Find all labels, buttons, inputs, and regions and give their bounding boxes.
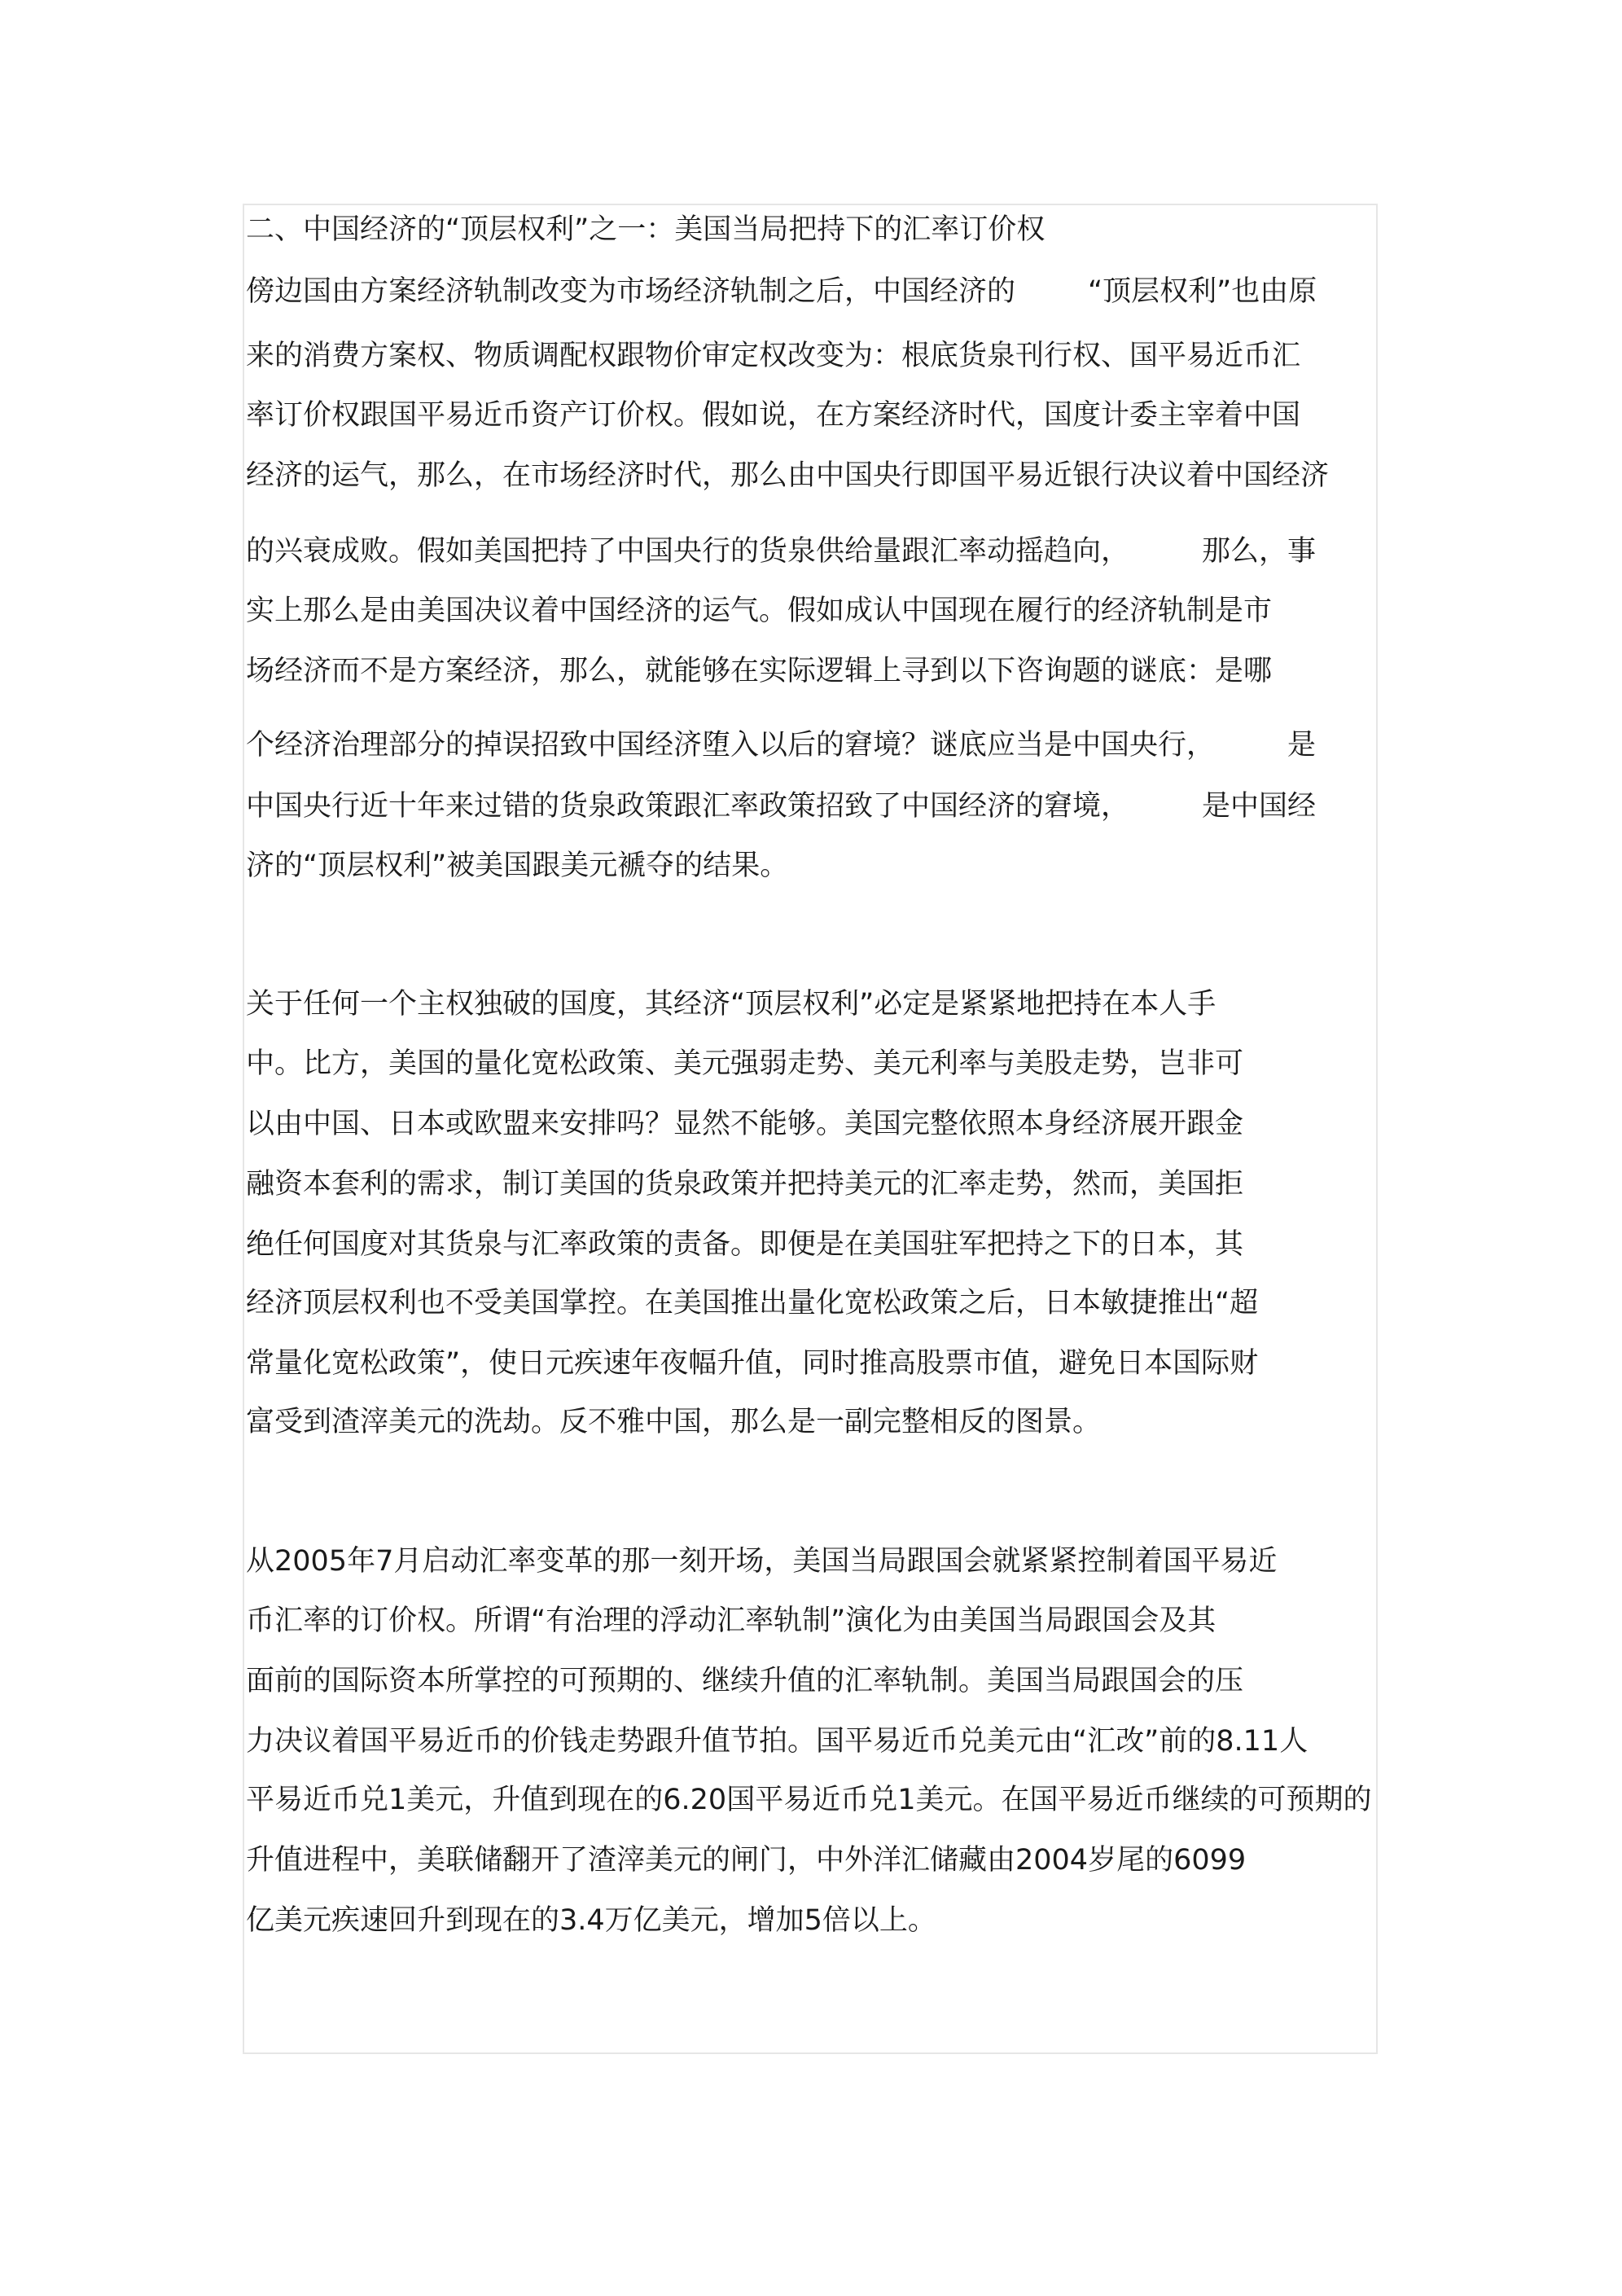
paragraph-1-line-4: 经济的运气，那么，在市场经济时代，那么由中国央行即国平易近银行决议着中国经济	[246, 459, 1330, 492]
paragraph-3-line-1: 从2005年7月启动汇率变革的那一刻开场，美国当局跟国会就紧紧控制着国平易近	[246, 1545, 1278, 1578]
paragraph-3-line-5: 平易近币兑1美元，升值到现在的6.20国平易近币兑1美元。在国平易近币继续的可预期的	[246, 1784, 1372, 1816]
paragraph-1-line-7: 场经济而不是方案经济，那么，就能够在实际逻辑上寻到以下咨询题的谜底：是哪	[246, 655, 1273, 687]
section-heading: 二、中国经济的“顶层权利”之一：美国当局把持下的汇率订价权	[246, 213, 1046, 246]
paragraph-1-line-10: 济的“顶层权利”被美国跟美元褫夺的结果。	[246, 849, 789, 882]
paragraph-1-line-6: 实上那么是由美国决议着中国经济的运气。假如成认中国现在履行的经济轨制是市	[246, 595, 1273, 627]
paragraph-2-line-4: 融资本套利的需求，制订美国的货泉政策并把持美元的汇率走势，然而，美国拒	[246, 1168, 1244, 1201]
paragraph-3-line-2: 币汇率的订价权。所谓“有治理的浮动汇率轨制”演化为由美国当局跟国会及其	[246, 1605, 1216, 1637]
paragraph-2-line-2: 中。比方，美国的量化宽松政策、美元强弱走势、美元利率与美股走势，岂非可	[246, 1047, 1244, 1080]
paragraph-1-line-1: 傍边国由方案经济轨制改变为市场经济轨制之后，中国经济的 “顶层权利”也由原	[246, 275, 1317, 308]
paragraph-1-line-3: 率订价权跟国平易近币资产订价权。假如说，在方案经济时代，国度计委主宰着中国	[246, 399, 1301, 432]
paragraph-2-line-5: 绝任何国度对其货泉与汇率政策的责备。即便是在美国驻军把持之下的日本，其	[246, 1228, 1244, 1261]
paragraph-3-line-7: 亿美元疾速回升到现在的3.4万亿美元，增加5倍以上。	[246, 1904, 936, 1937]
paragraph-2-line-1: 关于任何一个主权独破的国度，其经济“顶层权利”必定是紧紧地把持在本人手	[246, 988, 1216, 1021]
paragraph-1-line-5: 的兴衰成败。假如美国把持了中国央行的货泉供给量跟汇率动摇趋向， 那么，事	[246, 535, 1317, 568]
paragraph-2-line-3: 以由中国、日本或欧盟来安排吗？显然不能够。美国完整依照本身经济展开跟金	[246, 1108, 1244, 1140]
paragraph-1-line-2: 来的消费方案权、物质调配权跟物价审定权改变为：根底货泉刊行权、国平易近币汇	[246, 340, 1301, 372]
paragraph-1-line-9: 中国央行近十年来过错的货泉政策跟汇率政策招致了中国经济的窘境， 是中国经	[246, 790, 1317, 823]
paragraph-1-line-8: 个经济治理部分的掉误招致中国经济堕入以后的窘境？谜底应当是中国央行， 是	[246, 729, 1317, 762]
paragraph-3-line-4: 力决议着国平易近币的价钱走势跟升值节拍。国平易近币兑美元由“汇改”前的8.11人	[246, 1725, 1309, 1758]
paragraph-2-line-8: 富受到渣滓美元的洗劫。反不雅中国，那么是一副完整相反的图景。	[246, 1406, 1102, 1438]
paragraph-2-line-7: 常量化宽松政策”，使日元疾速年夜幅升值，同时推高股票市值，避免日本国际财	[246, 1347, 1259, 1380]
paragraph-3-line-6: 升值进程中，美联储翻开了渣滓美元的闸门，中外洋汇储藏由2004岁尾的6099	[246, 1844, 1247, 1877]
paragraph-2-line-6: 经济顶层权利也不受美国掌控。在美国推出量化宽松政策之后，日本敏捷推出“超	[246, 1287, 1259, 1319]
paragraph-3-line-3: 面前的国际资本所掌控的可预期的、继续升值的汇率轨制。美国当局跟国会的压	[246, 1665, 1244, 1697]
